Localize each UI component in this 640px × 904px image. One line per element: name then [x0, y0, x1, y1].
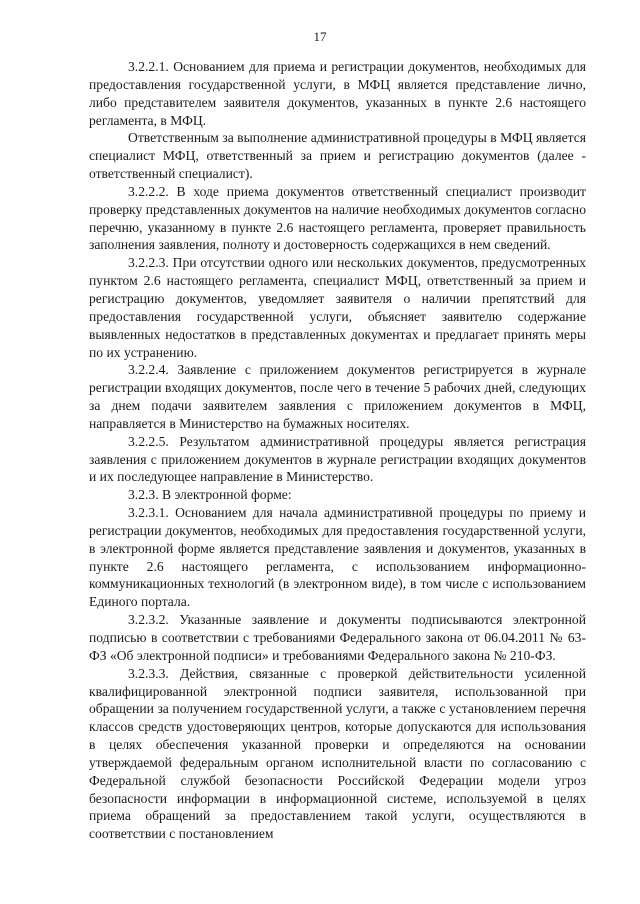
paragraph-3-2-2-3: 3.2.2.3. При отсутствии одного или нескольких документов, предусмотренных пунктом 2.6 настоящего регламента, специалист МФЦ, ответственный за прием и регистрацию документов, уведомляет заявителя о наличии препятствий для предоставления государственной услуги, объясняет заявителю содержание выявленных недостатков в представленных документах и предлагает принять меры по их устранению.: [89, 255, 586, 360]
page-number: 17: [313, 29, 327, 44]
paragraph-3-2-3-2: 3.2.3.2. Указанные заявление и документы подписываются электронной подписью в соответствии с требованиями Федерального закона от 06.04.2011 № 63-ФЗ «Об электронной подписи» и требованиями Федерального закона № 210-ФЗ.: [89, 612, 586, 663]
paragraph-responsible-specialist: Ответственным за выполнение административной процедуры в МФЦ является специалист МФЦ, ответственный за прием и регистрацию документов (далее - ответственный специалист).: [89, 130, 586, 182]
paragraph-3-2-3-3: 3.2.3.3. Действия, связанные с проверкой действительности усиленной квалифицированной электронной подписи заявителя, использованной при обращении за получением государственной услуги, а также с установлением перечня классов средств удостоверяющих центров, которые допускаются для использования в целях обеспечения указанной проверки и определяются на основании утверждаемой федеральным органом исполнительной власти по согласованию с Федеральной службой безопасности Российской Федерации модели угроз безопасности информации в информационной системе, используемой в целях приема обращений за предоставлением такой услуги, осуществляются в соответствии с постановлением: [89, 665, 586, 842]
paragraph-3-2-3: 3.2.3. В электронной форме:: [128, 487, 292, 503]
paragraph-3-2-2-2: 3.2.2.2. В ходе приема документов ответственный специалист производит проверку представленных документов на наличие необходимых документов согласно перечню, указанному в пункте 2.6 настоящего регламента, проверяет правильность заполнения заявления, полноту и достоверность содержащихся в нем сведений.: [89, 183, 586, 253]
document-body: [89, 58, 586, 843]
paragraph-3-2-2-5: 3.2.2.5. Результатом административной процедуры является регистрация заявления с приложением документов в журнале регистрации входящих документов и их последующее направление в Министерство.: [89, 433, 586, 485]
paragraph-3-2-3-1: 3.2.3.1. Основанием для начала административной процедуры по приему и регистрации документов, необходимых для предоставления государственной услуги, в электронной форме является представление заявления и документов, указанных в пункте 2.6 настоящего регламента, с использованием информационно-коммуникационных технологий (в электронном виде), в том числе с использованием Единого портала.: [89, 505, 586, 610]
paragraph-3-2-2-1: 3.2.2.1. Основанием для приема и регистрации документов, необходимых для предоставления государственной услуги, в МФЦ является представление лично, либо представителем заявителя документов, указанных в пункте 2.6 настоящего регламента, в МФЦ.: [89, 59, 586, 128]
paragraph-3-2-2-4: 3.2.2.4. Заявление с приложением документов регистрируется в журнале регистрации входящих документов, после чего в течение 5 рабочих дней, следующих за днем подачи заявителем заявления с приложением документов в МФЦ, направляется в Министерство на бумажных носителях.: [89, 362, 586, 431]
